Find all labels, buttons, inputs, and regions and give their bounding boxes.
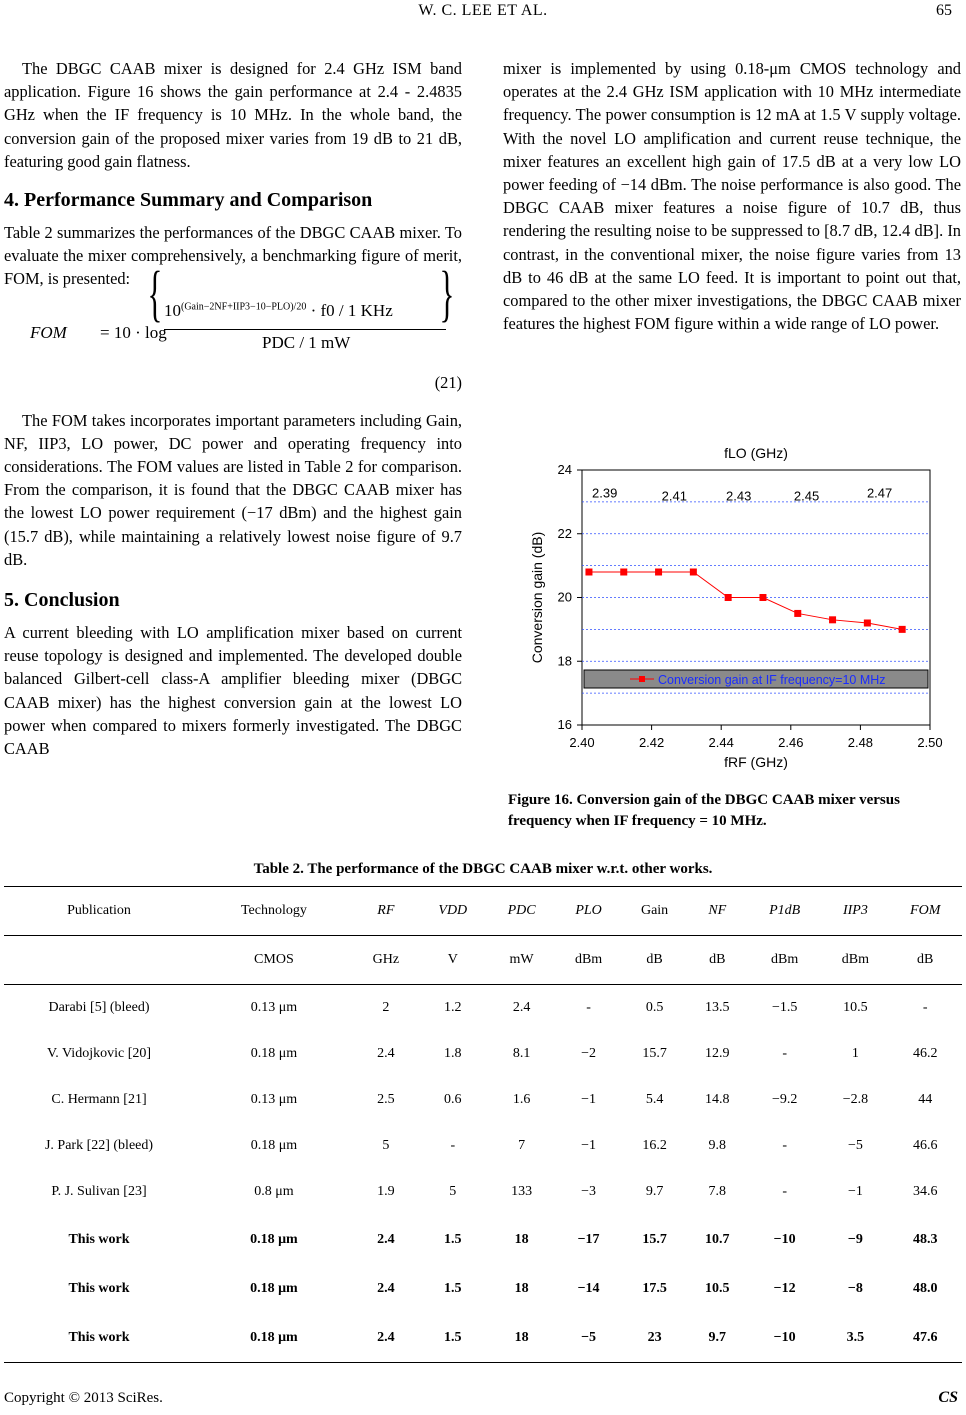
flo-label: 2.47 bbox=[866, 485, 893, 501]
table-cell: −5 bbox=[847, 1138, 863, 1153]
table-cell: 0.5 bbox=[645, 1000, 664, 1015]
flo-label: 2.39 bbox=[592, 485, 618, 501]
table-cell: −9.2 bbox=[771, 1092, 798, 1107]
table-cell: 3.5 bbox=[846, 1329, 865, 1345]
table-cell: 10.5 bbox=[705, 1280, 730, 1296]
table-row bbox=[4, 1123, 962, 1169]
table-cell: −3 bbox=[581, 1184, 597, 1199]
data-point bbox=[829, 616, 836, 623]
table-header-cell: Technology bbox=[240, 903, 307, 918]
table-cell: 1.8 bbox=[444, 1046, 462, 1061]
page-header bbox=[0, 0, 966, 30]
table-cell: - bbox=[782, 1184, 787, 1199]
table-unit-cell: dBm bbox=[771, 952, 799, 967]
page-number: 65 bbox=[936, 2, 952, 19]
table-cell: 5.4 bbox=[645, 1092, 664, 1107]
chart-title: fLO (GHz) bbox=[724, 445, 788, 461]
table-row bbox=[4, 1313, 962, 1363]
table-row bbox=[4, 1215, 962, 1264]
table-cell: −5 bbox=[581, 1329, 597, 1345]
x-tick-label: 2.46 bbox=[778, 735, 804, 750]
table-cell: 2.4 bbox=[377, 1280, 395, 1296]
table-header-cell: IIP3 bbox=[842, 903, 868, 918]
table-cell: 15.7 bbox=[642, 1046, 667, 1061]
table-cell: 10.5 bbox=[843, 1000, 868, 1015]
table-cell: C. Hermann [21] bbox=[51, 1092, 147, 1107]
table-header-cell: Publication bbox=[67, 903, 131, 918]
table-cell: 18 bbox=[514, 1280, 529, 1296]
table-cell: −2.8 bbox=[842, 1092, 869, 1107]
table-cell: 1.6 bbox=[512, 1092, 531, 1107]
table-cell: 1 bbox=[851, 1046, 859, 1061]
x-tick-label: 2.40 bbox=[569, 735, 595, 750]
table-cell: - bbox=[586, 1000, 591, 1015]
flo-label: 2.45 bbox=[793, 488, 820, 504]
table-cell: −1 bbox=[581, 1092, 597, 1107]
table-row bbox=[4, 985, 962, 1032]
table-cell: 0.18 μm bbox=[250, 1329, 298, 1345]
table-unit-cell: dB bbox=[709, 952, 726, 967]
table-cell: 9.8 bbox=[708, 1138, 726, 1153]
table-cell: 7.8 bbox=[708, 1184, 726, 1199]
left-column bbox=[4, 57, 462, 760]
table-cell: 0.13 μm bbox=[250, 1000, 298, 1015]
paragraph-fom-discussion: The FOM takes incorporates important parameters including Gain, NF, IIP3, LO power, DC power and operating frequency into considerations. The FOM values are listed in Table 2 for comparison. From the comparison, it is found that the DBGC CAAB mixer has the lowest LO power requirement (−17 dBm) and the highest gain (15.7 dB), while maintaining a relatively lowest noise figure of 9.7 dB. bbox=[4, 410, 462, 569]
paragraph-conclusion: A current bleeding with LO amplification mixer based on current reuse topology is designed and implemented. The developed double balanced Gilbert-cell class-A amplifier bleeding mixer (DBGC CAAB mixer) has the highest conversion gain at the lowest LO power when compared to mixers formerly investigated. The DBGC CAAB bbox=[4, 623, 462, 759]
table-cell: 46.2 bbox=[912, 1046, 938, 1061]
table-header-cell: PLO bbox=[575, 903, 602, 918]
table-cell: 0.6 bbox=[444, 1092, 462, 1107]
data-point bbox=[899, 626, 906, 633]
table-cell: 10.7 bbox=[705, 1231, 730, 1247]
y-tick-label: 22 bbox=[557, 525, 572, 541]
x-tick-label: 2.42 bbox=[638, 735, 665, 750]
conversion-gain-chart bbox=[520, 438, 960, 783]
figure-caption: Figure 16. Conversion gain of the DBGC CAAB mixer versus frequency when IF frequency = 10 MHz. bbox=[508, 792, 900, 829]
table-cell: - bbox=[922, 1000, 928, 1015]
table-cell: −9 bbox=[847, 1231, 863, 1247]
table-cell: 2.4 bbox=[512, 1000, 531, 1015]
legend-label: Conversion gain at IF frequency=10 MHz bbox=[658, 673, 886, 687]
data-point bbox=[585, 569, 592, 576]
table-cell: −17 bbox=[577, 1231, 600, 1247]
table-unit-cell bbox=[4, 936, 194, 985]
table-cell: 1.5 bbox=[444, 1231, 462, 1247]
table-header-cell: Gain bbox=[640, 903, 669, 918]
y-tick-label: 18 bbox=[557, 653, 572, 669]
table-cell: - bbox=[450, 1138, 456, 1153]
table-cell: 0.18 μm bbox=[250, 1138, 298, 1153]
table-cell: - bbox=[782, 1046, 787, 1061]
table-cell: −8 bbox=[847, 1280, 863, 1296]
table-cell: 0.18 μm bbox=[250, 1280, 298, 1296]
table-header-cell: RF bbox=[377, 903, 395, 918]
x-tick-label: 2.48 bbox=[847, 735, 874, 750]
table-cell: 0.18 μm bbox=[250, 1046, 298, 1061]
table-header-cell: VDD bbox=[438, 903, 468, 918]
table-cell: 2 bbox=[382, 1000, 390, 1015]
table-cell: 12.9 bbox=[705, 1046, 730, 1061]
table-cell: 0.8 μm bbox=[254, 1184, 294, 1199]
table-cell: - bbox=[782, 1138, 787, 1153]
table-cell: Darabi [5] (bleed) bbox=[48, 1000, 150, 1015]
table-cell: J. Park [22] (bleed) bbox=[44, 1138, 154, 1153]
table-cell: 13.5 bbox=[705, 1000, 730, 1015]
y-tick-label: 24 bbox=[557, 462, 572, 477]
table-cell: −1 bbox=[847, 1184, 863, 1199]
table-unit-cell: mW bbox=[509, 952, 534, 967]
journal-abbrev: CS bbox=[938, 1389, 958, 1406]
x-tick-label: 2.44 bbox=[708, 735, 734, 750]
table-cell: 5 bbox=[449, 1184, 457, 1199]
section-heading-4: 4. Performance Summary and Comparison bbox=[4, 189, 373, 212]
table-row bbox=[4, 1169, 962, 1215]
flo-label: 2.43 bbox=[726, 488, 752, 504]
table-cell: −2 bbox=[581, 1046, 597, 1061]
table-cell: −1 bbox=[581, 1138, 597, 1153]
table-cell: 16.2 bbox=[642, 1138, 667, 1153]
data-point bbox=[690, 569, 697, 576]
table-cell: 44 bbox=[918, 1092, 933, 1107]
paragraph-fom-intro: Table 2 summarizes the performances of the DBGC CAAB mixer. To evaluate the mixer comprehensively, a benchmarking figure of merit, FOM, is presented: bbox=[4, 223, 462, 289]
table-header-row bbox=[4, 887, 962, 936]
table-cell: 17.5 bbox=[642, 1280, 667, 1296]
table-header-cell: P1dB bbox=[769, 903, 801, 918]
table-unit-cell: V bbox=[447, 952, 458, 967]
table-cell: 1.9 bbox=[377, 1184, 395, 1199]
table-caption: Table 2. The performance of the DBGC CAAB mixer w.r.t. other works. bbox=[253, 861, 713, 877]
table-cell: −14 bbox=[577, 1280, 600, 1296]
table-cell: 9.7 bbox=[708, 1329, 726, 1345]
data-point bbox=[759, 594, 766, 601]
table-cell: 2.5 bbox=[377, 1092, 395, 1107]
eq-lhs: FOM bbox=[30, 322, 67, 342]
paragraph-gain: The DBGC CAAB mixer is designed for 2.4 GHz ISM band application. Figure 16 shows the gain performance at 2.4 - 2.4835 GHz when the IF frequency is 10 MHz. In the whole band, the conversion gain of the proposed mixer varies from 19 dB to 21 dB, featuring good gain flatness. bbox=[4, 59, 462, 171]
data-point bbox=[725, 594, 732, 601]
eq-number: (21) bbox=[434, 372, 462, 392]
eq-left-brace-icon: { bbox=[147, 259, 163, 328]
eq-denominator: PDC / 1 mW bbox=[262, 332, 351, 352]
eq-numerator: $10^{(Gain-2NF+IIP3-10-PLO)/20} \cdot f0 / 1$ KHz bbox=[164, 300, 393, 320]
table-cell: −10 bbox=[773, 1329, 796, 1345]
table-cell: 8.1 bbox=[512, 1046, 531, 1061]
data-point bbox=[794, 610, 801, 617]
table-cell: 2.4 bbox=[377, 1046, 395, 1061]
table-unit-cell: dBm bbox=[841, 952, 869, 967]
table-row bbox=[4, 1077, 962, 1123]
table-cell: 2.4 bbox=[377, 1329, 395, 1345]
table-cell: 1.5 bbox=[444, 1280, 462, 1296]
table-units-row bbox=[4, 936, 962, 985]
running-title: W. C. LEE ET AL. bbox=[418, 2, 548, 19]
table-cell: 5 bbox=[382, 1138, 390, 1153]
table-cell: 15.7 bbox=[642, 1231, 667, 1247]
table-cell: 0.13 μm bbox=[250, 1092, 298, 1107]
data-point bbox=[655, 569, 662, 576]
table-cell: −1.5 bbox=[771, 1000, 798, 1015]
y-tick-label: 20 bbox=[557, 589, 572, 605]
table-cell: This work bbox=[68, 1280, 130, 1296]
table-unit-cell: dB bbox=[917, 952, 934, 967]
table-cell: 1.2 bbox=[444, 1000, 462, 1015]
table-cell: 48.3 bbox=[912, 1231, 938, 1247]
data-point bbox=[864, 620, 871, 627]
table-cell: This work bbox=[68, 1329, 130, 1345]
data-point bbox=[620, 569, 627, 576]
performance-table bbox=[4, 886, 962, 1363]
table-cell: 9.7 bbox=[645, 1184, 664, 1199]
copyright: Copyright © 2013 SciRes. bbox=[4, 1390, 163, 1406]
table-unit-cell: dB bbox=[646, 952, 663, 967]
table-cell: −10 bbox=[773, 1231, 796, 1247]
x-tick-label: 2.50 bbox=[917, 735, 943, 750]
table-cell: 46.6 bbox=[912, 1138, 938, 1153]
table-cell: 2.4 bbox=[377, 1231, 395, 1247]
table-unit-cell: CMOS bbox=[254, 952, 294, 967]
y-axis-label: Conversion gain (dB) bbox=[529, 531, 545, 664]
legend-marker bbox=[639, 676, 645, 682]
table-cell: 7 bbox=[518, 1138, 526, 1153]
table-cell: 14.8 bbox=[705, 1092, 730, 1107]
table-cell: V. Vidojkovic [20] bbox=[46, 1046, 152, 1061]
table-row bbox=[4, 1264, 962, 1313]
table-cell: 48.0 bbox=[912, 1280, 938, 1296]
eq-right-brace-icon: } bbox=[439, 259, 455, 328]
right-column bbox=[503, 57, 961, 335]
table-cell: This work bbox=[68, 1231, 130, 1247]
y-tick-label: 16 bbox=[557, 717, 572, 732]
eq-ten-log: = 10 · log bbox=[100, 322, 167, 342]
table-cell: 18 bbox=[514, 1329, 529, 1345]
table-row bbox=[4, 1031, 962, 1077]
fom-equation bbox=[4, 259, 462, 409]
table-cell: 47.6 bbox=[912, 1329, 938, 1345]
table-unit-cell: GHz bbox=[372, 952, 400, 967]
flo-label: 2.41 bbox=[661, 488, 687, 504]
table-cell: 23 bbox=[647, 1329, 662, 1345]
table-cell: P. J. Sulivan [23] bbox=[51, 1184, 147, 1199]
table-cell: 34.6 bbox=[912, 1184, 938, 1199]
table-header-cell: PDC bbox=[507, 903, 536, 918]
table-header-cell: NF bbox=[708, 903, 727, 918]
table-header-cell: FOM bbox=[910, 903, 941, 918]
table-cell: 133 bbox=[511, 1184, 533, 1199]
table-unit-cell: dBm bbox=[574, 952, 603, 967]
x-axis-label: fRF (GHz) bbox=[724, 754, 788, 770]
paragraph-conclusion-cont: mixer is implemented by using 0.18-μm CMOS technology and operates at the 2.4 GHz ISM application with 10 MHz intermediate frequency. The power consumption is 12 mA at 1.5 V supply voltage. With the novel LO amplification and current reuse technique, the mixer features an excellent high gain of 17.5 dB at a very low LO power feeding of −14 dBm. The noise performance is also good. The DBGC CAAB mixer features a noise figure of 10.7 dB, thus rendering the resulting noise to be suppressed to [8.7 dB, 12.4 dB]. In contrast, in the conventional mixer, the noise figure varies from 13 dB to 46 dB at the same LO feed. It is important to point out that, compared to the other mixer investigations, the DBGC CAAB mixer features the highest FOM figure within a wide range of LO power. bbox=[503, 59, 961, 334]
section-heading-5: 5. Conclusion bbox=[4, 589, 120, 612]
table-cell: −12 bbox=[773, 1280, 796, 1296]
table-cell: 1.5 bbox=[444, 1329, 462, 1345]
table-cell: 18 bbox=[514, 1231, 529, 1247]
table-cell: 0.18 μm bbox=[250, 1231, 298, 1247]
eq-fraction-bar bbox=[164, 329, 446, 330]
